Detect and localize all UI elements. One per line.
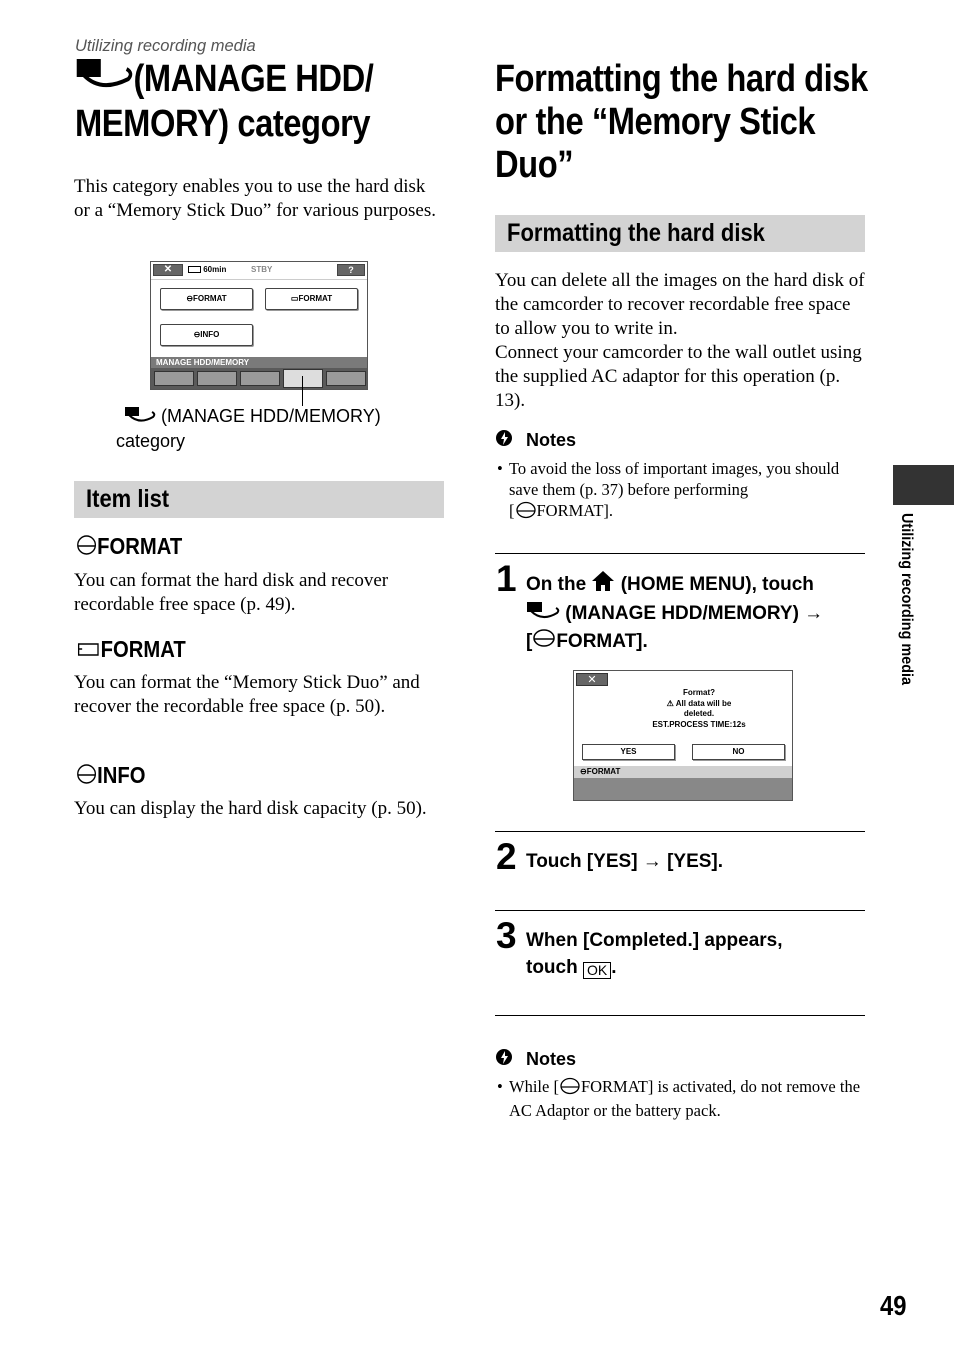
hdd-icon (76, 763, 97, 791)
category-callout: (MANAGE HDD/MEMORY) category (116, 406, 381, 452)
note-2: • While [ FORMAT] is activated, do not remove the AC Adaptor or the battery pack. (497, 1077, 861, 1120)
dialog-message: Format? ⚠ All data will be deleted. EST.PROCESS TIME:12s (652, 688, 746, 729)
item-list-band (74, 481, 444, 518)
page-number: 49 (880, 1290, 907, 1321)
chapter-side-tab (893, 465, 954, 505)
lcd-info-button: ⊖INFO (160, 324, 253, 346)
lcd-hdd-format-button: ⊖FORMAT (160, 288, 253, 310)
page-title (75, 58, 471, 146)
hdd-icon: ⊖ (193, 330, 201, 339)
formatting-hdd-heading: Formatting the hard disk (507, 219, 765, 247)
step-1-number: 1 (496, 558, 517, 599)
manage-hdd-memory-icon (75, 55, 133, 99)
camera-tab-icon (154, 371, 194, 386)
notes-2-rule (495, 1015, 865, 1016)
hdd-icon (515, 501, 537, 524)
hdd-icon: ⊖ (186, 294, 194, 303)
bullet: • (497, 1077, 503, 1096)
section-crumb: Utilizing recording media (75, 37, 256, 55)
hdd-icon (559, 1077, 581, 1100)
battery-icon (188, 266, 201, 273)
callout-line (302, 376, 303, 406)
item-info-text: You can display the hard disk capacity (p. 50). (74, 798, 427, 819)
step-1-rule (495, 553, 865, 554)
hdd-icon (76, 534, 97, 562)
title-line-1: (MANAGE HDD/ (133, 58, 374, 100)
item-hdd-format-heading: FORMAT (76, 533, 182, 562)
dialog-yes-button: YES (582, 744, 675, 760)
formatting-title: Formatting the hard disk or the “Memory Stick Duo” (495, 58, 868, 186)
notes-heading-1: Notes (495, 429, 576, 454)
item-memory-format-heading: FORMAT (76, 636, 186, 664)
lcd-screen-illustration (150, 261, 368, 390)
manage-hdd-memory-icon (526, 600, 560, 628)
step-2-text: Touch [YES] → [YES]. (526, 851, 724, 872)
step-2-number: 2 (496, 836, 517, 877)
step-3-rule (495, 910, 865, 911)
lcd-help-button: ? (337, 264, 365, 276)
hdd-icon: ⊖ (580, 767, 587, 776)
lcd-battery-indicator: 60min (188, 265, 226, 274)
item-hdd-format-text: You can format the hard disk and recover recordable free space (p. 49). (74, 570, 389, 615)
title-line-2: MEMORY) category (75, 102, 371, 145)
dialog-format-bar: ⊖FORMAT (574, 766, 792, 778)
step-1-text: On the (HOME MENU), touch (MANAGE HDD/MEMORY) → [ FORMAT]. (526, 570, 871, 656)
lcd-close-button: ✕ (153, 264, 183, 276)
memory-stick-icon (76, 637, 101, 664)
item-list-heading: Item list (86, 485, 170, 513)
others-tab-icon (240, 371, 280, 386)
notes-icon (495, 429, 515, 454)
lcd-status: STBY (251, 265, 273, 274)
format-dialog-illustration (573, 670, 793, 801)
view-tab-icon (197, 371, 237, 386)
manage-hdd-tab-icon (283, 369, 323, 388)
settings-tab-icon (326, 371, 366, 386)
step-3-text: When [Completed.] appears, touch OK . (526, 930, 783, 978)
formatting-paragraph: You can delete all the images on the hard disk of the camcorder to recover recordable free space to allow you to write in. Connect your camcorder to the wall outlet using the supplied AC adaptor for this operation (p. 13). (495, 270, 865, 411)
ok-button-symbol: OK (583, 962, 611, 979)
bullet: • (497, 459, 503, 478)
step-3-number: 3 (496, 915, 517, 956)
dialog-bottom-bar (574, 778, 792, 800)
intro-paragraph: This category enables you to use the hard disk or a “Memory Stick Duo” for various purposes. (74, 176, 436, 221)
hdd-icon (532, 628, 556, 656)
item-memory-format-text: You can format the “Memory Stick Duo” and recover the recordable free space (p. 50). (74, 672, 420, 717)
lcd-memory-format-button: ▭FORMAT (265, 288, 358, 310)
notes-icon (495, 1048, 515, 1073)
chapter-side-label: Utilizing recording media (898, 513, 915, 686)
note-1: • To avoid the loss of important images, you should save them (p. 37) before performing [ FORMAT]. (497, 458, 867, 524)
manage-hdd-memory-icon (124, 405, 156, 429)
item-info-heading: INFO (76, 762, 145, 791)
step-2-rule (495, 831, 865, 832)
lcd-category-bar: MANAGE HDD/MEMORY (151, 357, 367, 368)
dialog-no-button: NO (692, 744, 785, 760)
home-icon (591, 570, 615, 600)
dialog-close-button: ✕ (576, 673, 608, 686)
notes-heading-2: Notes (495, 1048, 576, 1073)
memory-stick-icon: ▭ (290, 294, 299, 303)
lcd-category-tabs (151, 368, 367, 389)
formatting-hdd-band (495, 215, 865, 252)
